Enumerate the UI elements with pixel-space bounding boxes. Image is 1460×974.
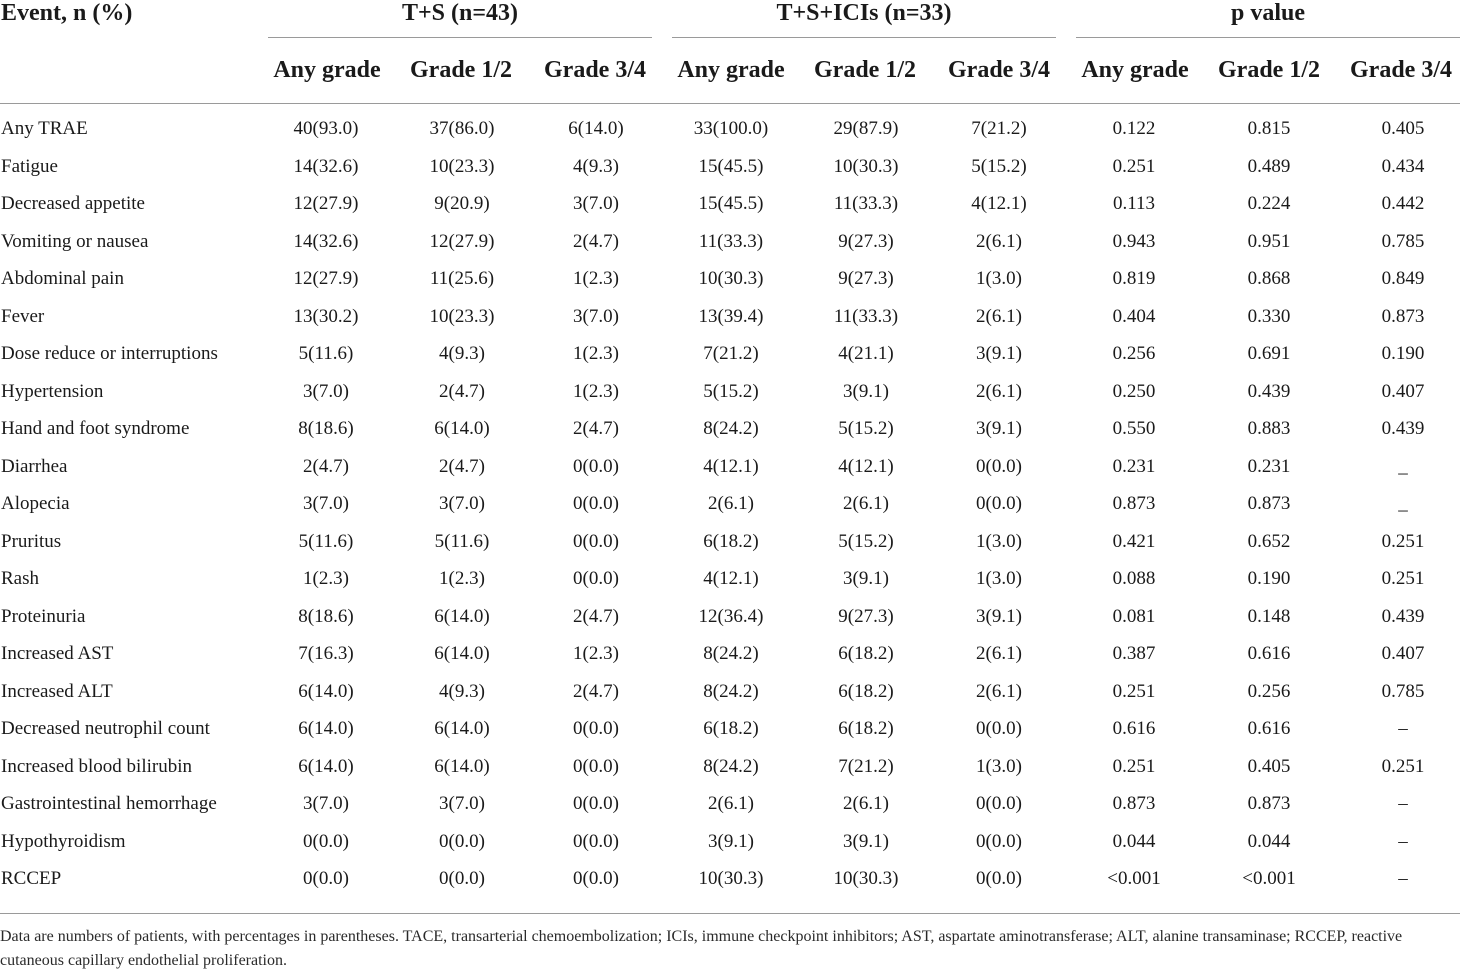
cell-ts-any: 14(32.6)	[293, 230, 359, 252]
cell-icis-g34: 0(0.0)	[976, 718, 1022, 739]
cell-icis-any: 7(21.2)	[703, 343, 759, 364]
cell-p-g12: 0.652	[1247, 530, 1291, 552]
cell-ts-g12: 10(23.3)	[429, 305, 495, 327]
cell-p-g34: 0.439	[1381, 418, 1425, 439]
table-row	[0, 756, 1460, 778]
event-name: Any TRAE	[1, 118, 88, 139]
cell-icis-g12: 9(27.3)	[838, 230, 894, 252]
cell-icis-g12: 3(9.1)	[843, 380, 889, 402]
cell-ts-any: 13(30.2)	[293, 305, 359, 327]
cell-p-any: 0.387	[1112, 643, 1156, 664]
cell-ts-g12: 3(7.0)	[439, 493, 485, 514]
table-row	[0, 531, 1460, 553]
cell-p-g34: 0.785	[1381, 680, 1425, 702]
cell-ts-any: 2(4.7)	[303, 455, 349, 477]
table-row	[0, 306, 1460, 328]
cell-ts-g34: 0(0.0)	[573, 568, 619, 589]
cell-ts-g12: 0(0.0)	[439, 830, 485, 852]
cell-ts-g34: 4(9.3)	[573, 155, 619, 177]
group-rule-ts	[268, 37, 652, 38]
cell-ts-any: 3(7.0)	[303, 380, 349, 402]
cell-icis-g34: 7(21.2)	[971, 118, 1027, 139]
table-row	[0, 418, 1460, 440]
cell-ts-any: 14(32.6)	[293, 155, 359, 177]
cell-p-any: 0.044	[1112, 830, 1156, 852]
cell-p-g12: 0.224	[1247, 193, 1291, 214]
cell-p-g34: 0.439	[1381, 605, 1425, 627]
event-name: Hand and foot syndrome	[1, 418, 190, 439]
subheader-ts-g12: Grade 1/2	[410, 57, 512, 83]
cell-p-g12: 0.405	[1247, 755, 1291, 777]
event-name: Decreased appetite	[1, 193, 145, 214]
cell-p-g34: –	[1398, 793, 1408, 814]
cell-ts-g34: 2(4.7)	[573, 605, 619, 627]
cell-icis-g34: 1(3.0)	[976, 568, 1022, 589]
table-bottom-rule	[0, 913, 1460, 914]
subheader-p-g34: Grade 3/4	[1350, 57, 1452, 83]
event-name: Abdominal pain	[1, 268, 124, 289]
event-name: Proteinuria	[1, 605, 86, 627]
cell-ts-any: 8(18.6)	[298, 418, 354, 439]
cell-ts-g34: 0(0.0)	[573, 493, 619, 514]
cell-p-any: 0.081	[1112, 605, 1156, 627]
table-row	[0, 193, 1460, 215]
table-row	[0, 793, 1460, 815]
subheader-ts-g34: Grade 3/4	[544, 57, 646, 83]
subheader-icis-g34: Grade 3/4	[948, 57, 1050, 83]
header-rule	[0, 103, 1460, 104]
table-body	[0, 118, 1460, 890]
cell-ts-g12: 6(14.0)	[434, 418, 490, 439]
table-row	[0, 456, 1460, 478]
cell-p-g34: _	[1398, 493, 1408, 514]
table-row	[0, 681, 1460, 703]
cell-p-g34: 0.407	[1381, 380, 1425, 402]
cell-icis-any: 6(18.2)	[703, 718, 759, 739]
cell-icis-any: 15(45.5)	[698, 193, 764, 214]
event-name: Increased blood bilirubin	[1, 755, 193, 777]
cell-p-g12: 0.883	[1247, 418, 1291, 439]
cell-icis-any: 12(36.4)	[698, 605, 764, 627]
cell-p-any: 0.943	[1112, 230, 1156, 252]
cell-ts-g12: 11(25.6)	[429, 268, 495, 289]
cell-icis-g34: 2(6.1)	[976, 643, 1022, 664]
group-header-ts-icis: T+S+ICIs (n=33)	[776, 0, 952, 26]
group-header-p-value: p value	[1230, 0, 1305, 26]
cell-ts-any: 1(2.3)	[303, 568, 349, 589]
cell-icis-any: 8(24.2)	[703, 680, 759, 702]
cell-icis-g12: 6(18.2)	[838, 718, 894, 739]
cell-ts-any: 7(16.3)	[298, 643, 354, 664]
cell-ts-g12: 37(86.0)	[429, 118, 495, 139]
cell-icis-any: 4(12.1)	[703, 455, 759, 477]
cell-icis-g34: 0(0.0)	[976, 493, 1022, 514]
cell-icis-g12: 9(27.3)	[838, 605, 894, 627]
event-name: Alopecia	[1, 493, 70, 514]
cell-ts-g12: 0(0.0)	[439, 868, 485, 889]
cell-icis-g12: 9(27.3)	[838, 268, 894, 289]
cell-p-g34: 0.442	[1381, 193, 1425, 214]
cell-p-g34: 0.190	[1381, 343, 1425, 364]
cell-p-g34: 0.785	[1381, 230, 1425, 252]
cell-ts-g34: 0(0.0)	[573, 455, 619, 477]
event-name: Rash	[1, 568, 39, 589]
cell-icis-g12: 10(30.3)	[833, 868, 899, 889]
cell-icis-g34: 2(6.1)	[976, 230, 1022, 252]
cell-ts-any: 0(0.0)	[303, 830, 349, 852]
cell-icis-g34: 5(15.2)	[971, 155, 1027, 177]
table-footnote: Data are numbers of patients, with percentages in parentheses. TACE, transarterial chemoembolization; ICIs, immune checkpoint inhibitors; AST, aspartate aminotransferase; ALT, alanine transaminase; RCCEP, reactive cutaneous capillary endothelial proliferation.	[0, 928, 1403, 969]
cell-icis-g12: 4(12.1)	[838, 455, 894, 477]
cell-ts-any: 6(14.0)	[298, 680, 354, 702]
event-name: Vomiting or nausea	[1, 230, 149, 252]
event-name: Increased AST	[1, 643, 114, 664]
cell-ts-g12: 6(14.0)	[434, 605, 490, 627]
cell-ts-any: 8(18.6)	[298, 605, 354, 627]
event-name: Gastrointestinal hemorrhage	[1, 793, 217, 814]
cell-ts-g12: 1(2.3)	[439, 568, 485, 589]
cell-icis-g34: 0(0.0)	[976, 868, 1022, 889]
event-name: Hypertension	[1, 380, 104, 402]
cell-ts-g34: 0(0.0)	[573, 830, 619, 852]
group-header-ts: T+S (n=43)	[401, 0, 519, 26]
event-name: Increased ALT	[1, 680, 113, 702]
event-column-header: Event, n (%)	[1, 0, 133, 26]
cell-icis-g12: 2(6.1)	[843, 793, 889, 814]
subheader-icis-any: Any grade	[677, 57, 785, 83]
cell-icis-g34: 3(9.1)	[976, 605, 1022, 627]
cell-p-g34: 0.251	[1381, 530, 1425, 552]
cell-ts-any: 6(14.0)	[298, 718, 354, 739]
cell-icis-g34: 2(6.1)	[976, 305, 1022, 327]
cell-ts-any: 3(7.0)	[303, 793, 349, 814]
cell-ts-g34: 2(4.7)	[573, 230, 619, 252]
cell-ts-g34: 2(4.7)	[573, 680, 619, 702]
table-row	[0, 343, 1460, 365]
cell-ts-g12: 4(9.3)	[439, 680, 485, 702]
cell-p-any: 0.256	[1112, 343, 1156, 364]
cell-ts-g34: 0(0.0)	[573, 718, 619, 739]
cell-p-g34: –	[1398, 718, 1408, 739]
table-row	[0, 268, 1460, 290]
cell-ts-g34: 1(2.3)	[573, 343, 619, 364]
cell-ts-g12: 2(4.7)	[439, 455, 485, 477]
cell-icis-g34: 4(12.1)	[971, 193, 1027, 214]
cell-icis-g12: 4(21.1)	[838, 343, 894, 364]
cell-icis-any: 6(18.2)	[703, 530, 759, 552]
cell-ts-g34: 1(2.3)	[573, 643, 619, 664]
cell-p-any: 0.231	[1112, 455, 1156, 477]
subheader-ts-any: Any grade	[273, 57, 381, 83]
cell-icis-g34: 0(0.0)	[976, 793, 1022, 814]
cell-ts-g12: 2(4.7)	[439, 380, 485, 402]
cell-p-g12: 0.951	[1247, 230, 1291, 252]
cell-icis-g34: 0(0.0)	[976, 455, 1022, 477]
cell-icis-g12: 10(30.3)	[833, 155, 899, 177]
cell-p-any: 0.251	[1112, 755, 1156, 777]
cell-ts-g34: 0(0.0)	[573, 793, 619, 814]
cell-icis-g12: 11(33.3)	[833, 193, 899, 214]
cell-icis-g34: 3(9.1)	[976, 418, 1022, 439]
table-row	[0, 568, 1460, 590]
cell-p-g34: 0.434	[1381, 155, 1425, 177]
cell-p-any: 0.819	[1112, 268, 1156, 289]
cell-icis-any: 33(100.0)	[693, 118, 769, 139]
subheader-icis-g12: Grade 1/2	[814, 57, 916, 83]
subheader-p-any: Any grade	[1081, 57, 1189, 83]
cell-icis-g12: 7(21.2)	[838, 755, 894, 777]
event-name: Pruritus	[1, 530, 62, 552]
cell-ts-any: 12(27.9)	[293, 268, 359, 289]
cell-p-g12: 0.873	[1247, 493, 1291, 514]
cell-ts-any: 12(27.9)	[293, 193, 359, 214]
cell-p-g34: 0.251	[1381, 568, 1425, 589]
cell-ts-g34: 6(14.0)	[568, 118, 624, 139]
cell-p-g12: 0.815	[1247, 118, 1291, 139]
cell-p-g12: 0.873	[1247, 793, 1291, 814]
cell-icis-any: 8(24.2)	[703, 643, 759, 664]
table-row	[0, 868, 1460, 890]
cell-icis-any: 5(15.2)	[703, 380, 759, 402]
cell-p-g34: –	[1398, 830, 1408, 852]
cell-p-any: 0.421	[1112, 530, 1156, 552]
cell-p-g12: 0.489	[1247, 155, 1291, 177]
cell-icis-any: 8(24.2)	[703, 418, 759, 439]
cell-p-g12: 0.330	[1247, 305, 1291, 327]
group-rule-p-value	[1076, 37, 1460, 38]
cell-p-g12: 0.044	[1247, 830, 1291, 852]
cell-p-g34: –	[1398, 868, 1408, 889]
cell-p-g34: 0.849	[1381, 268, 1425, 289]
subheader-p-g12: Grade 1/2	[1218, 57, 1320, 83]
table-row	[0, 831, 1460, 853]
cell-icis-g12: 2(6.1)	[843, 493, 889, 514]
cell-ts-any: 5(11.6)	[298, 530, 354, 552]
cell-p-any: 0.873	[1112, 493, 1156, 514]
cell-icis-any: 10(30.3)	[698, 268, 764, 289]
cell-icis-g34: 1(3.0)	[976, 268, 1022, 289]
table-row	[0, 118, 1460, 140]
event-name: Diarrhea	[1, 455, 68, 477]
cell-icis-any: 3(9.1)	[708, 830, 754, 852]
cell-p-g12: 0.439	[1247, 380, 1291, 402]
cell-icis-g12: 5(15.2)	[838, 530, 894, 552]
cell-ts-g12: 6(14.0)	[434, 643, 490, 664]
cell-ts-g12: 9(20.9)	[434, 193, 490, 214]
event-name: Hypothyroidism	[1, 830, 126, 852]
table-row	[0, 643, 1460, 665]
cell-p-g12: 0.616	[1247, 643, 1291, 664]
table-row	[0, 493, 1460, 515]
cell-ts-g34: 2(4.7)	[573, 418, 619, 439]
cell-icis-g34: 1(3.0)	[976, 530, 1022, 552]
cell-icis-g34: 1(3.0)	[976, 755, 1022, 777]
cell-p-g34: 0.405	[1381, 118, 1425, 139]
cell-p-g34: 0.873	[1381, 305, 1425, 327]
cell-icis-g34: 2(6.1)	[976, 680, 1022, 702]
cell-p-any: 0.122	[1112, 118, 1156, 139]
cell-ts-g34: 3(7.0)	[573, 193, 619, 214]
cell-ts-g12: 4(9.3)	[439, 343, 485, 364]
cell-ts-g12: 6(14.0)	[434, 718, 490, 739]
cell-p-g12: <0.001	[1242, 868, 1296, 889]
cell-p-any: 0.616	[1112, 718, 1156, 739]
cell-icis-any: 4(12.1)	[703, 568, 759, 589]
cell-icis-g34: 2(6.1)	[976, 380, 1022, 402]
table-row	[0, 606, 1460, 628]
cell-p-g12: 0.691	[1247, 343, 1291, 364]
cell-ts-g34: 0(0.0)	[573, 755, 619, 777]
cell-p-g12: 0.616	[1247, 718, 1291, 739]
cell-p-g12: 0.231	[1247, 455, 1291, 477]
cell-p-g12: 0.190	[1247, 568, 1291, 589]
cell-ts-any: 3(7.0)	[303, 493, 349, 514]
cell-ts-any: 40(93.0)	[293, 118, 359, 139]
cell-ts-g12: 5(11.6)	[434, 530, 490, 552]
cell-ts-g34: 0(0.0)	[573, 530, 619, 552]
cell-icis-g12: 11(33.3)	[833, 305, 899, 327]
cell-icis-any: 15(45.5)	[698, 155, 764, 177]
cell-icis-g12: 29(87.9)	[833, 118, 899, 139]
cell-ts-g12: 12(27.9)	[429, 230, 495, 252]
cell-ts-g34: 3(7.0)	[573, 305, 619, 327]
cell-icis-g34: 0(0.0)	[976, 830, 1022, 852]
cell-icis-any: 13(39.4)	[698, 305, 764, 327]
cell-p-any: 0.113	[1112, 193, 1156, 214]
event-name: RCCEP	[1, 868, 62, 889]
cell-p-g34: 0.251	[1381, 755, 1425, 777]
cell-icis-any: 11(33.3)	[698, 230, 764, 252]
cell-p-g12: 0.868	[1247, 268, 1291, 289]
cell-p-g12: 0.256	[1247, 680, 1291, 702]
cell-icis-g12: 6(18.2)	[838, 643, 894, 664]
event-name: Decreased neutrophil count	[1, 718, 210, 739]
cell-icis-any: 2(6.1)	[708, 793, 754, 814]
cell-p-g34: 0.407	[1381, 643, 1425, 664]
table-row	[0, 381, 1460, 403]
cell-ts-any: 5(11.6)	[298, 343, 354, 364]
event-name: Fatigue	[1, 155, 58, 177]
cell-icis-g12: 3(9.1)	[843, 568, 889, 589]
cell-p-any: 0.873	[1112, 793, 1156, 814]
event-name: Fever	[1, 305, 45, 327]
event-name: Dose reduce or interruptions	[1, 343, 218, 364]
cell-icis-any: 2(6.1)	[708, 493, 754, 514]
cell-ts-any: 6(14.0)	[298, 755, 354, 777]
cell-icis-g34: 3(9.1)	[976, 343, 1022, 364]
cell-icis-any: 10(30.3)	[698, 868, 764, 889]
table-row	[0, 231, 1460, 253]
cell-p-any: 0.251	[1112, 155, 1156, 177]
group-rule-ts-icis	[672, 37, 1056, 38]
cell-p-any: 0.250	[1112, 380, 1156, 402]
cell-ts-any: 0(0.0)	[303, 868, 349, 889]
cell-ts-g12: 6(14.0)	[434, 755, 490, 777]
cell-p-any: <0.001	[1107, 868, 1161, 889]
cell-ts-g34: 1(2.3)	[573, 380, 619, 402]
cell-p-any: 0.251	[1112, 680, 1156, 702]
cell-p-any: 0.404	[1112, 305, 1156, 327]
cell-p-any: 0.088	[1112, 568, 1156, 589]
cell-icis-g12: 6(18.2)	[838, 680, 894, 702]
cell-ts-g12: 10(23.3)	[429, 155, 495, 177]
cell-icis-g12: 3(9.1)	[843, 830, 889, 852]
cell-icis-any: 8(24.2)	[703, 755, 759, 777]
cell-p-g34: _	[1398, 455, 1408, 477]
cell-ts-g34: 0(0.0)	[573, 868, 619, 889]
table-row	[0, 718, 1460, 740]
cell-ts-g12: 3(7.0)	[439, 793, 485, 814]
cell-ts-g34: 1(2.3)	[573, 268, 619, 289]
cell-p-g12: 0.148	[1247, 605, 1291, 627]
cell-p-any: 0.550	[1112, 418, 1156, 439]
cell-icis-g12: 5(15.2)	[838, 418, 894, 439]
table-row	[0, 156, 1460, 178]
